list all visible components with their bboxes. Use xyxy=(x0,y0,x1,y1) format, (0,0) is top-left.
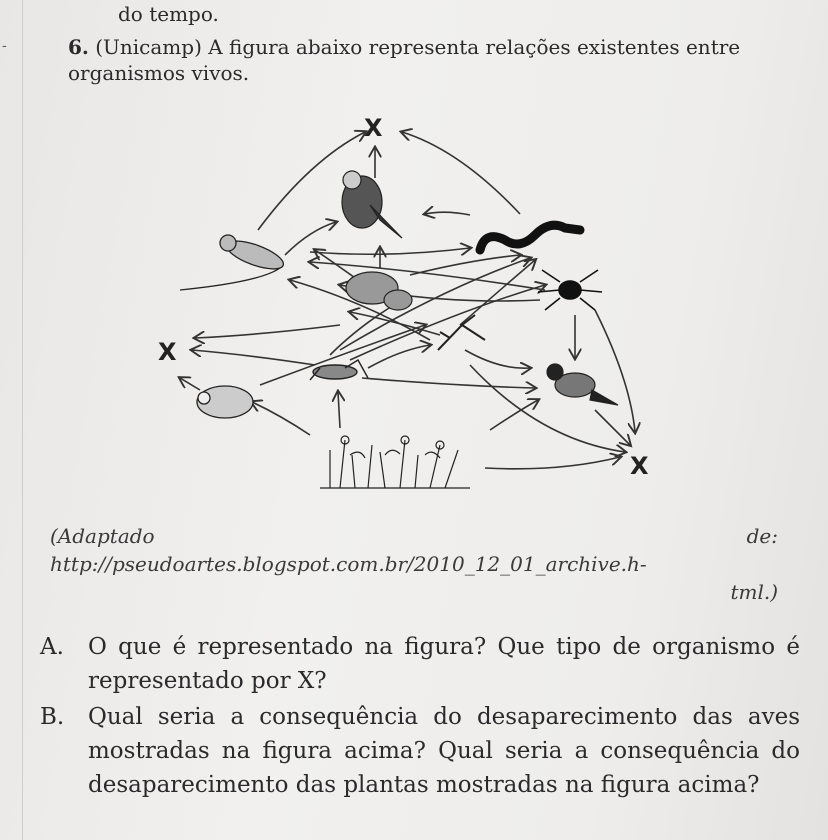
arrow-plants-to-rodent xyxy=(252,402,310,435)
source-line-1: (Adaptado de: http://pseudoartes.blogspot.com.br/2010_12_01_archive.h- xyxy=(50,524,778,576)
question-item-a xyxy=(40,630,800,698)
page-margin-line xyxy=(22,0,23,840)
item-letter: B. xyxy=(40,704,65,730)
arrow-lizard-to-snake xyxy=(310,248,470,254)
question-item-b xyxy=(40,700,800,802)
question-statement: A figura abaixo representa relações existentes entre organismos vivos. xyxy=(68,35,741,85)
arrow-plants-to-grasshopper xyxy=(338,392,340,428)
plants-drawing xyxy=(320,436,470,488)
question-heading xyxy=(68,34,768,86)
item-text: O que é representado na figura? Que tipo de organismo é representado por X? xyxy=(88,634,800,694)
arrow-frog-to-left-x xyxy=(195,325,340,338)
arrow-bird-to-right-x xyxy=(595,410,630,445)
question-source-tag: (Unicamp) xyxy=(95,35,202,59)
x-label-left: X xyxy=(158,338,177,366)
question-number: 6. xyxy=(68,35,89,59)
arrow-grasshopper-to-left-x xyxy=(192,350,315,365)
item-text: Qual seria a consequência do desaparecimento das aves mostradas na figura acima? Qual seria a consequência do desaparecimento das plantas mostradas na figura acima? xyxy=(88,704,800,798)
question-items xyxy=(40,630,800,802)
arrow-mantis-to-right-x xyxy=(470,365,625,452)
x-label-top: X xyxy=(364,114,383,142)
hawk-drawing xyxy=(342,171,402,238)
arrow-grasshopper-to-bird xyxy=(362,378,535,388)
food-web-figure xyxy=(140,110,680,505)
spider-drawing xyxy=(538,270,602,310)
source-line-2: tml.) xyxy=(730,580,778,604)
arrow-rodent-to-left-x xyxy=(180,378,200,390)
margin-tick: - xyxy=(2,38,7,54)
previous-text-fragment: do tempo. xyxy=(118,2,219,26)
bird-drawing xyxy=(547,364,618,405)
x-label-right: X xyxy=(630,452,649,480)
arrow-plants-to-right-x xyxy=(485,457,620,469)
rodent-drawing xyxy=(197,386,253,418)
lizard-drawing xyxy=(180,235,287,290)
arrow-mantis-to-frog xyxy=(350,312,440,335)
figure-source-note xyxy=(50,522,778,606)
arrow-frog-to-snake xyxy=(410,255,520,275)
arrow-mantis-to-bird xyxy=(465,350,530,368)
arrow-lizard-to-hawk xyxy=(285,222,336,255)
arrow-snake-to-hawk xyxy=(425,212,470,215)
arrow-spider-to-right-x xyxy=(595,310,635,432)
frog-drawing xyxy=(346,272,412,310)
item-letter: A. xyxy=(40,634,64,660)
arrow-snake-to-x xyxy=(402,132,520,214)
snake-drawing xyxy=(480,225,580,250)
